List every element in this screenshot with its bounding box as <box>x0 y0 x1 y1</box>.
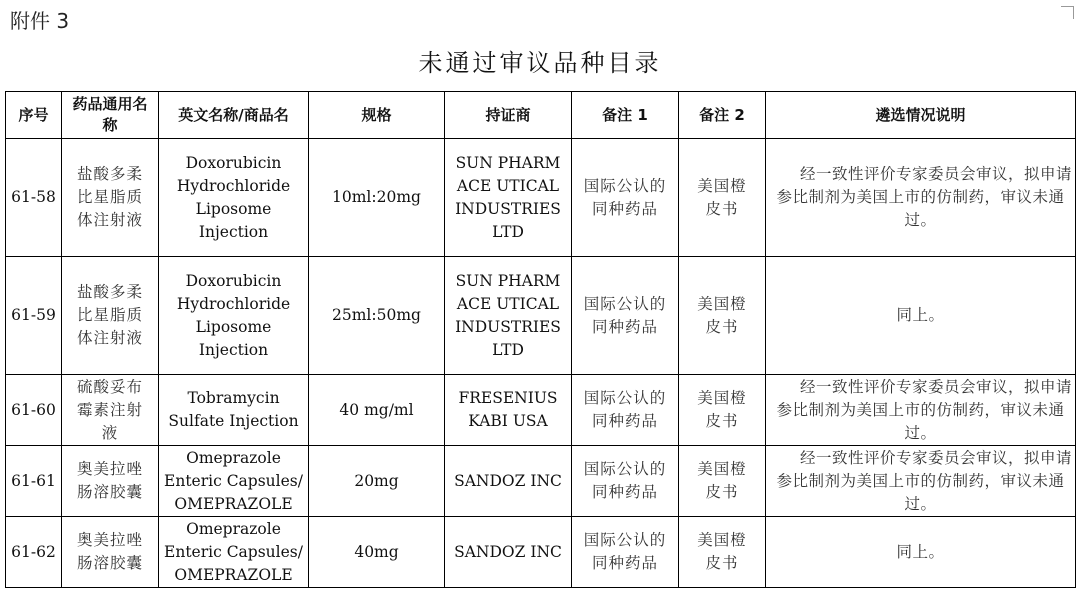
cell-remark1: 国际公认的同种药品 <box>572 257 679 375</box>
cell-holder: SUN PHARMACE UTICAL INDUSTRIES LTD <box>445 139 572 257</box>
col-header-id: 序号 <box>6 92 62 139</box>
cell-holder: SANDOZ INC <box>445 517 572 588</box>
rejected-drugs-table <box>5 91 1076 588</box>
cell-remark2: 美国橙皮书 <box>679 375 766 446</box>
cell-remark2: 美国橙皮书 <box>679 257 766 375</box>
cell-explanation: 同上。 <box>766 257 1076 375</box>
cell-explanation: 经一致性评价专家委员会审议，拟申请参比制剂为美国上市的仿制药，审议未通过。 <box>766 446 1076 517</box>
cell-english-name: Doxorubicin Hydrochloride Liposome Injection <box>159 139 309 257</box>
cell-holder: FRESENIUS KABI USA <box>445 375 572 446</box>
col-header-spec: 规格 <box>309 92 445 139</box>
cell-remark2: 美国橙皮书 <box>679 446 766 517</box>
cell-remark1: 国际公认的同种药品 <box>572 375 679 446</box>
table-header-row <box>6 92 1076 139</box>
table-row <box>6 517 1076 588</box>
cell-generic-name: 奥美拉唑肠溶胶囊 <box>62 517 159 588</box>
cell-english-name: Omeprazole Enteric Capsules/ OMEPRAZOLE <box>159 446 309 517</box>
cell-explanation: 经一致性评价专家委员会审议，拟申请参比制剂为美国上市的仿制药，审议未通过。 <box>766 375 1076 446</box>
cell-spec: 40mg <box>309 517 445 588</box>
cell-generic-name: 奥美拉唑肠溶胶囊 <box>62 446 159 517</box>
page-corner-mark <box>1061 6 1074 19</box>
col-header-explanation: 遴选情况说明 <box>766 92 1076 139</box>
col-header-holder: 持证商 <box>445 92 572 139</box>
table-row <box>6 139 1076 257</box>
cell-remark1: 国际公认的同种药品 <box>572 517 679 588</box>
cell-id: 61-61 <box>6 446 62 517</box>
attachment-label: 附件 3 <box>10 9 70 33</box>
col-header-generic-name: 药品通用名称 <box>62 92 159 139</box>
document-title: 未通过审议品种目录 <box>418 49 662 77</box>
cell-english-name: Omeprazole Enteric Capsules/ OMEPRAZOLE <box>159 517 309 588</box>
col-header-remark2: 备注 2 <box>679 92 766 139</box>
table-row <box>6 375 1076 446</box>
cell-explanation: 经一致性评价专家委员会审议，拟申请参比制剂为美国上市的仿制药，审议未通过。 <box>766 139 1076 257</box>
cell-id: 61-58 <box>6 139 62 257</box>
cell-holder: SUN PHARMACE UTICAL INDUSTRIES LTD <box>445 257 572 375</box>
cell-explanation: 同上。 <box>766 517 1076 588</box>
cell-generic-name: 盐酸多柔比星脂质体注射液 <box>62 139 159 257</box>
cell-spec: 25ml:50mg <box>309 257 445 375</box>
cell-id: 61-59 <box>6 257 62 375</box>
table-row <box>6 257 1076 375</box>
cell-generic-name: 盐酸多柔比星脂质体注射液 <box>62 257 159 375</box>
cell-spec: 10ml:20mg <box>309 139 445 257</box>
cell-holder: SANDOZ INC <box>445 446 572 517</box>
cell-generic-name: 硫酸妥布霉素注射液 <box>62 375 159 446</box>
cell-spec: 40 mg/ml <box>309 375 445 446</box>
cell-remark2: 美国橙皮书 <box>679 517 766 588</box>
cell-remark1: 国际公认的同种药品 <box>572 446 679 517</box>
cell-remark2: 美国橙皮书 <box>679 139 766 257</box>
cell-spec: 20mg <box>309 446 445 517</box>
cell-id: 61-62 <box>6 517 62 588</box>
col-header-remark1: 备注 1 <box>572 92 679 139</box>
col-header-english-name: 英文名称/商品名 <box>159 92 309 139</box>
cell-english-name: Doxorubicin Hydrochloride Liposome Injection <box>159 257 309 375</box>
cell-remark1: 国际公认的同种药品 <box>572 139 679 257</box>
table-row <box>6 446 1076 517</box>
cell-id: 61-60 <box>6 375 62 446</box>
cell-english-name: Tobramycin Sulfate Injection <box>159 375 309 446</box>
